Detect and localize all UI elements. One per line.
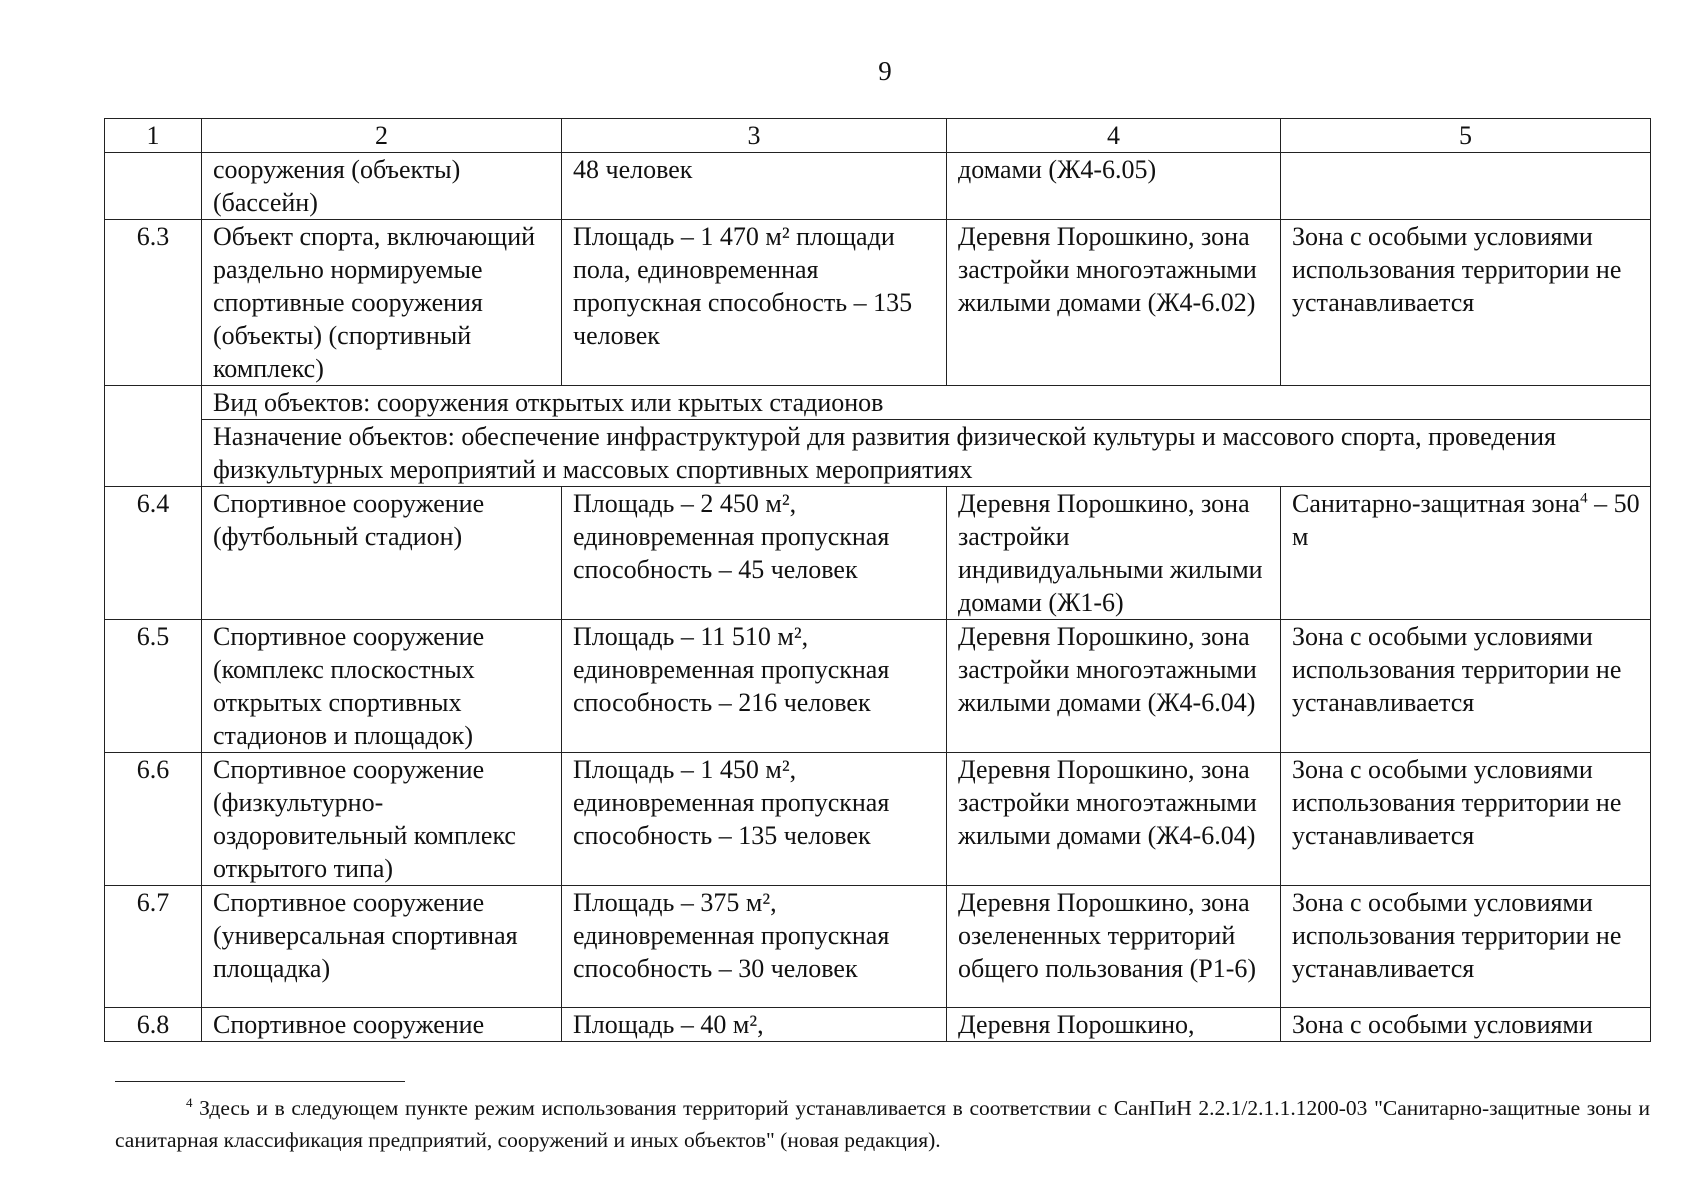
table-row [105, 220, 1651, 386]
object-zone-cell [1281, 487, 1651, 620]
row-number-cell: 6.4 [105, 487, 202, 620]
row-number-cell: 6.8 [105, 1008, 202, 1042]
object-name-cell: Спортивное сооружение (футбольный стадион) [202, 487, 562, 620]
object-location-cell: Деревня Порошкино, зона застройки индивидуальными жилыми домами (Ж1-6) [947, 487, 1281, 620]
table-row [105, 1008, 1651, 1042]
object-name-cell: Объект спорта, включающий раздельно нормируемые спортивные сооружения (объекты) (спортивный комплекс) [202, 220, 562, 386]
footnote-separator [115, 1081, 405, 1082]
object-params-cell: Площадь – 11 510 м², единовременная пропускная способность – 216 человек [562, 620, 947, 753]
object-params-cell: Площадь – 1 470 м² площади пола, единовременная пропускная способность – 135 человек [562, 220, 947, 386]
object-name-cell: Спортивное сооружение (комплекс плоскостных открытых спортивных стадионов и площадок) [202, 620, 562, 753]
footnote-marker: 4 [186, 1094, 193, 1110]
table-group-row [105, 420, 1651, 487]
row-number-cell: 6.7 [105, 886, 202, 1008]
table-row [105, 753, 1651, 886]
footnote [115, 1092, 1650, 1156]
table-row [105, 153, 1651, 220]
object-location-cell: домами (Ж4-6.05) [947, 153, 1281, 220]
table-row [105, 620, 1651, 753]
zone-text-tail: – 50 м [1292, 489, 1640, 551]
zone-text: Санитарно-защитная зона [1292, 489, 1581, 518]
header-cell-5: 5 [1281, 119, 1651, 153]
object-location-cell: Деревня Порошкино, зона озелененных территорий общего пользования (Р1-6) [947, 886, 1281, 1008]
object-zone-cell: Зона с особыми условиями использования территории не устанавливается [1281, 620, 1651, 753]
object-zone-cell: Зона с особыми условиями использования территории не устанавливается [1281, 220, 1651, 386]
object-params-cell: Площадь – 40 м², [562, 1008, 947, 1042]
table-row [105, 487, 1651, 620]
object-location-cell: Деревня Порошкино, зона застройки многоэтажными жилыми домами (Ж4-6.02) [947, 220, 1281, 386]
object-name-cell: Спортивное сооружение (универсальная спортивная площадка) [202, 886, 562, 1008]
group-purpose-cell: Назначение объектов: обеспечение инфраструктурой для развития физической культуры и массового спорта, проведения физкультурных мероприятий и массовых спортивных мероприятиях [202, 420, 1651, 487]
header-cell-3: 3 [562, 119, 947, 153]
table-body [105, 119, 1651, 1042]
row-number-cell: 6.6 [105, 753, 202, 886]
group-kind-cell: Вид объектов: сооружения открытых или крытых стадионов [202, 386, 1651, 420]
row-number-cell: 6.3 [105, 220, 202, 386]
object-params-cell: Площадь – 2 450 м², единовременная пропускная способность – 45 человек [562, 487, 947, 620]
object-params-cell: Площадь – 375 м², единовременная пропускная способность – 30 человек [562, 886, 947, 1008]
object-params-cell: 48 человек [562, 153, 947, 220]
table-row [105, 886, 1651, 1008]
object-zone-cell: Зона с особыми условиями использования территории не устанавливается [1281, 886, 1651, 1008]
object-name-cell: сооружения (объекты) (бассейн) [202, 153, 562, 220]
object-location-cell: Деревня Порошкино, [947, 1008, 1281, 1042]
object-zone-cell: Зона с особыми условиями [1281, 1008, 1651, 1042]
object-name-cell: Спортивное сооружение (физкультурно-оздоровительный комплекс открытого типа) [202, 753, 562, 886]
object-params-cell: Площадь – 1 450 м², единовременная пропускная способность – 135 человек [562, 753, 947, 886]
object-location-cell: Деревня Порошкино, зона застройки многоэтажными жилыми домами (Ж4-6.04) [947, 753, 1281, 886]
page-number: 9 [878, 56, 892, 86]
group-num-cell [105, 386, 202, 487]
footnote-ref: 4 [1580, 490, 1588, 507]
object-location-cell: Деревня Порошкино, зона застройки многоэтажными жилыми домами (Ж4-6.04) [947, 620, 1281, 753]
table-group-row [105, 386, 1651, 420]
object-zone-cell [1281, 153, 1651, 220]
table-header-row [105, 119, 1651, 153]
header-cell-4: 4 [947, 119, 1281, 153]
row-number-cell: 6.5 [105, 620, 202, 753]
row-number-cell [105, 153, 202, 220]
footnote-text: Здесь и в следующем пункте режим использования территорий устанавливается в соответствии с СанПиН 2.2.1/2.1.1.1200-03 "Санитарно-защитные зоны и санитарная классификация предприятий, сооружений и иных объектов" (новая редакция). [115, 1096, 1650, 1152]
header-cell-2: 2 [202, 119, 562, 153]
objects-table [104, 118, 1651, 1042]
header-cell-1: 1 [105, 119, 202, 153]
object-zone-cell: Зона с особыми условиями использования территории не устанавливается [1281, 753, 1651, 886]
object-name-cell: Спортивное сооружение [202, 1008, 562, 1042]
